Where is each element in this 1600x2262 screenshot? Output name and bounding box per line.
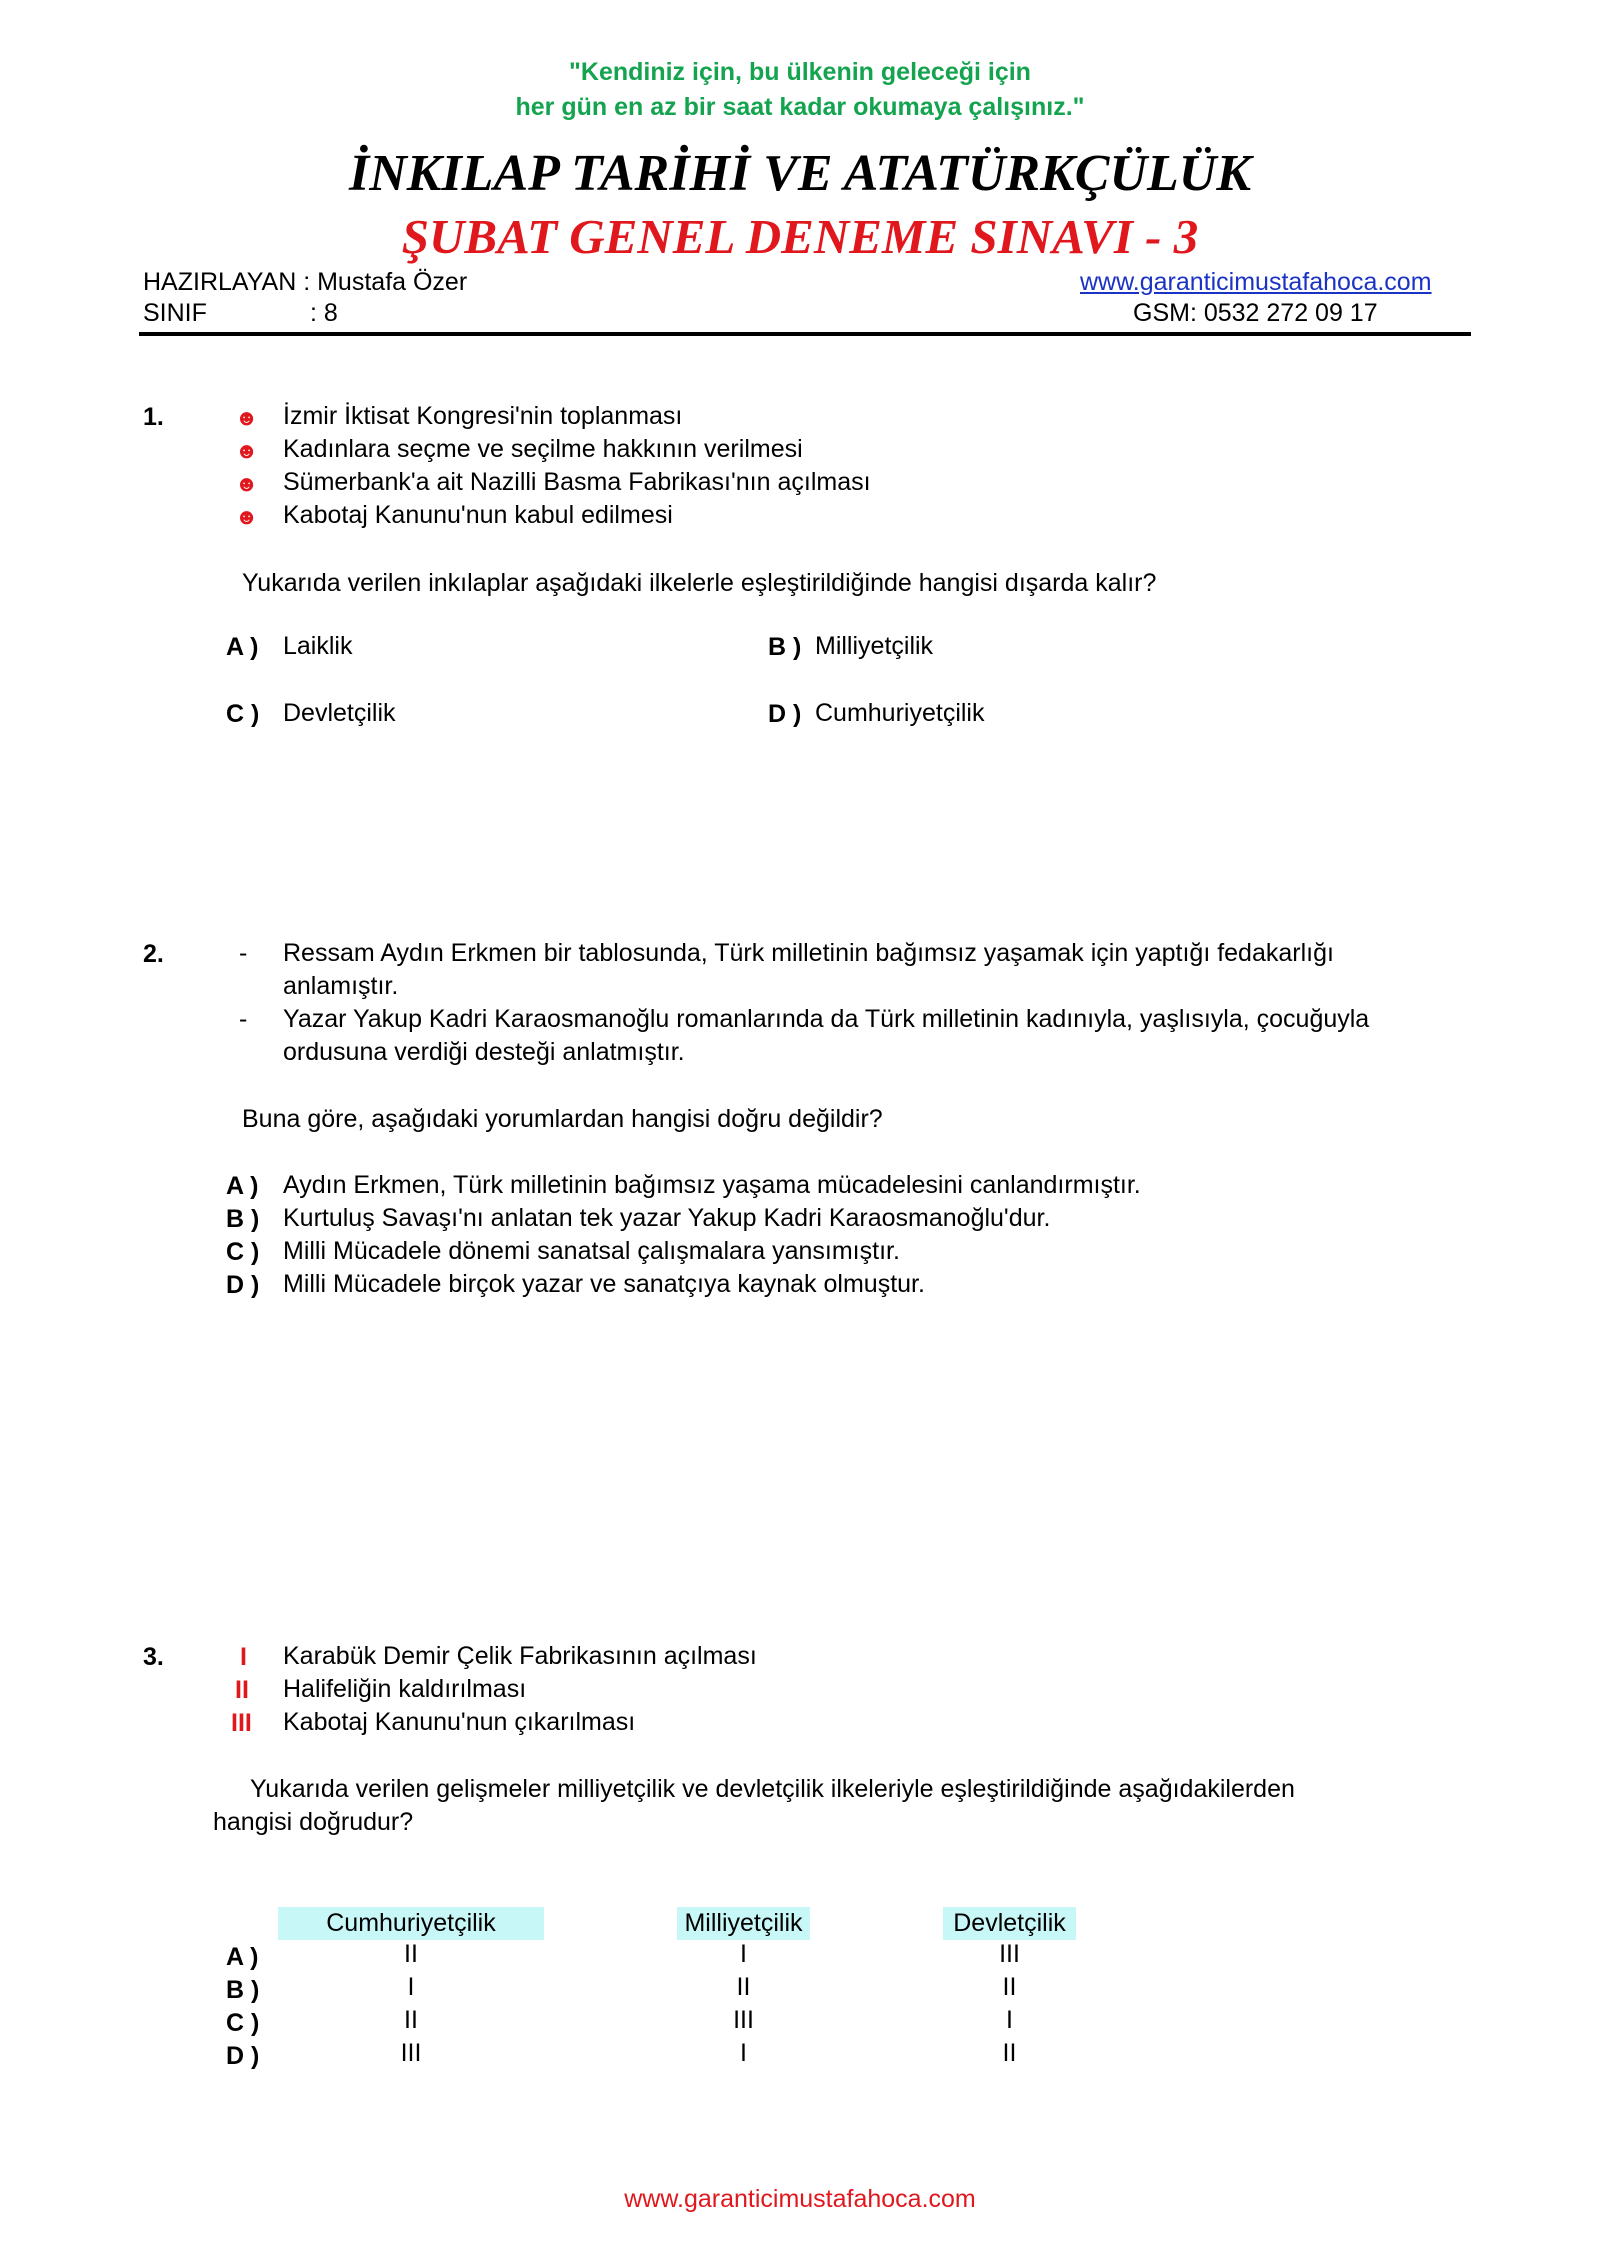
list-item: İzmir İktisat Kongresi'nin toplanması bbox=[283, 402, 683, 430]
table-cell: I bbox=[407, 1973, 415, 2001]
question-number: 3. bbox=[143, 1643, 164, 1671]
option-text[interactable]: Kurtuluş Savaşı'nı anlatan tek yazar Yakup Kadri Karaosmanoğlu'dur. bbox=[283, 1204, 1051, 1232]
option-text[interactable]: Laiklik bbox=[283, 632, 353, 660]
option-letter[interactable]: A ) bbox=[226, 1943, 259, 1971]
motto-line-1: "Kendiniz için, bu ülkenin geleceği için bbox=[569, 58, 1031, 86]
roman-numeral: I bbox=[240, 1643, 247, 1671]
question-number: 2. bbox=[143, 940, 164, 968]
list-item: Kabotaj Kanunu'nun kabul edilmesi bbox=[283, 501, 673, 529]
column-header: Devletçilik bbox=[943, 1907, 1076, 1940]
question-text-line: hangisi doğrudur? bbox=[213, 1808, 414, 1836]
option-text[interactable]: Cumhuriyetçilik bbox=[815, 699, 985, 727]
table-cell: II bbox=[404, 2006, 418, 2034]
option-letter[interactable]: C ) bbox=[226, 700, 260, 728]
motto-line-2: her gün en az bir saat kadar okumaya çalışınız." bbox=[515, 93, 1085, 121]
table-cell: I bbox=[740, 2039, 747, 2067]
dash-bullet: - bbox=[239, 939, 248, 967]
table-cell: III bbox=[400, 2039, 422, 2067]
option-letter[interactable]: D ) bbox=[226, 1271, 260, 1299]
table-cell: III bbox=[999, 1940, 1020, 1968]
list-item-line: Ressam Aydın Erkmen bir tablosunda, Türk milletinin bağımsız yaşamak için yaptığı fedakarlığı bbox=[283, 939, 1334, 967]
option-letter[interactable]: D ) bbox=[226, 2042, 260, 2070]
column-header: Cumhuriyetçilik bbox=[278, 1907, 544, 1940]
smiley-bullet-icon: ☻ bbox=[235, 471, 259, 496]
option-letter[interactable]: B ) bbox=[226, 1205, 260, 1233]
question-text: Buna göre, aşağıdaki yorumlardan hangisi doğru değildir? bbox=[242, 1105, 883, 1133]
table-cell: I bbox=[740, 1940, 747, 1968]
website-link[interactable]: www.garanticimustafahoca.com bbox=[1080, 268, 1432, 296]
class-value: : 8 bbox=[310, 299, 338, 327]
option-text[interactable]: Milli Mücadele dönemi sanatsal çalışmalara yansımıştır. bbox=[283, 1237, 900, 1265]
column-header: Milliyetçilik bbox=[677, 1907, 810, 1940]
table-cell: II bbox=[736, 1973, 751, 2001]
table-cell: II bbox=[1002, 1973, 1017, 2001]
page-title: İNKILAP TARİHİ VE ATATÜRKÇÜLÜK bbox=[348, 145, 1252, 202]
option-letter[interactable]: C ) bbox=[226, 2009, 260, 2037]
option-letter[interactable]: B ) bbox=[768, 633, 802, 661]
question-text: Yukarıda verilen inkılaplar aşağıdaki ilkelerle eşleştirildiğinde hangisi dışarda kalır? bbox=[242, 569, 1157, 597]
option-letter[interactable]: A ) bbox=[226, 1172, 259, 1200]
list-item: Sümerbank'a ait Nazilli Basma Fabrikası'nın açılması bbox=[283, 468, 871, 496]
table-cell: I bbox=[1006, 2006, 1013, 2034]
roman-numeral: III bbox=[231, 1709, 252, 1737]
header-divider bbox=[139, 332, 1471, 336]
list-item-line: Yazar Yakup Kadri Karaosmanoğlu romanlarında da Türk milletinin kadınıyla, yaşlısıyla, çocuğuyla bbox=[283, 1005, 1370, 1033]
smiley-bullet-icon: ☻ bbox=[235, 405, 259, 430]
option-text[interactable]: Devletçilik bbox=[283, 699, 396, 727]
gsm-number: GSM: 0532 272 09 17 bbox=[1133, 299, 1378, 327]
option-text[interactable]: Milli Mücadele birçok yazar ve sanatçıya kaynak olmuştur. bbox=[283, 1270, 925, 1298]
option-letter[interactable]: C ) bbox=[226, 1238, 260, 1266]
dash-bullet: - bbox=[239, 1005, 248, 1033]
list-item-line: ordusuna verdiği desteği anlatmıştır. bbox=[283, 1038, 685, 1066]
prepared-by: HAZIRLAYAN : Mustafa Özer bbox=[143, 268, 468, 296]
option-letter[interactable]: A ) bbox=[226, 633, 259, 661]
table-cell: II bbox=[404, 1940, 418, 1968]
list-item: Kabotaj Kanunu'nun çıkarılması bbox=[283, 1708, 636, 1736]
table-cell: II bbox=[1002, 2039, 1017, 2067]
smiley-bullet-icon: ☻ bbox=[235, 504, 259, 529]
smiley-bullet-icon: ☻ bbox=[235, 438, 259, 463]
footer-website[interactable]: www.garanticimustafahoca.com bbox=[624, 2185, 976, 2213]
option-text[interactable]: Aydın Erkmen, Türk milletinin bağımsız yaşama mücadelesini canlandırmıştır. bbox=[283, 1171, 1141, 1199]
question-text-line: Yukarıda verilen gelişmeler milliyetçilik ve devletçilik ilkeleriyle eşleştirildiğinde aşağıdakilerden bbox=[250, 1775, 1295, 1803]
option-text[interactable]: Milliyetçilik bbox=[815, 632, 934, 660]
question-number: 1. bbox=[143, 403, 164, 431]
list-item: Kadınlara seçme ve seçilme hakkının verilmesi bbox=[283, 435, 803, 463]
class-label: SINIF bbox=[143, 299, 207, 327]
option-letter[interactable]: D ) bbox=[768, 700, 802, 728]
table-cell: III bbox=[733, 2006, 754, 2034]
roman-numeral: II bbox=[235, 1676, 249, 1704]
list-item-line: anlamıştır. bbox=[283, 972, 399, 1000]
list-item: Halifeliğin kaldırılması bbox=[283, 1675, 527, 1703]
list-item: Karabük Demir Çelik Fabrikasının açılması bbox=[283, 1642, 757, 1670]
exam-subtitle: ŞUBAT GENEL DENEME SINAVI - 3 bbox=[401, 209, 1199, 264]
option-letter[interactable]: B ) bbox=[226, 1976, 260, 2004]
